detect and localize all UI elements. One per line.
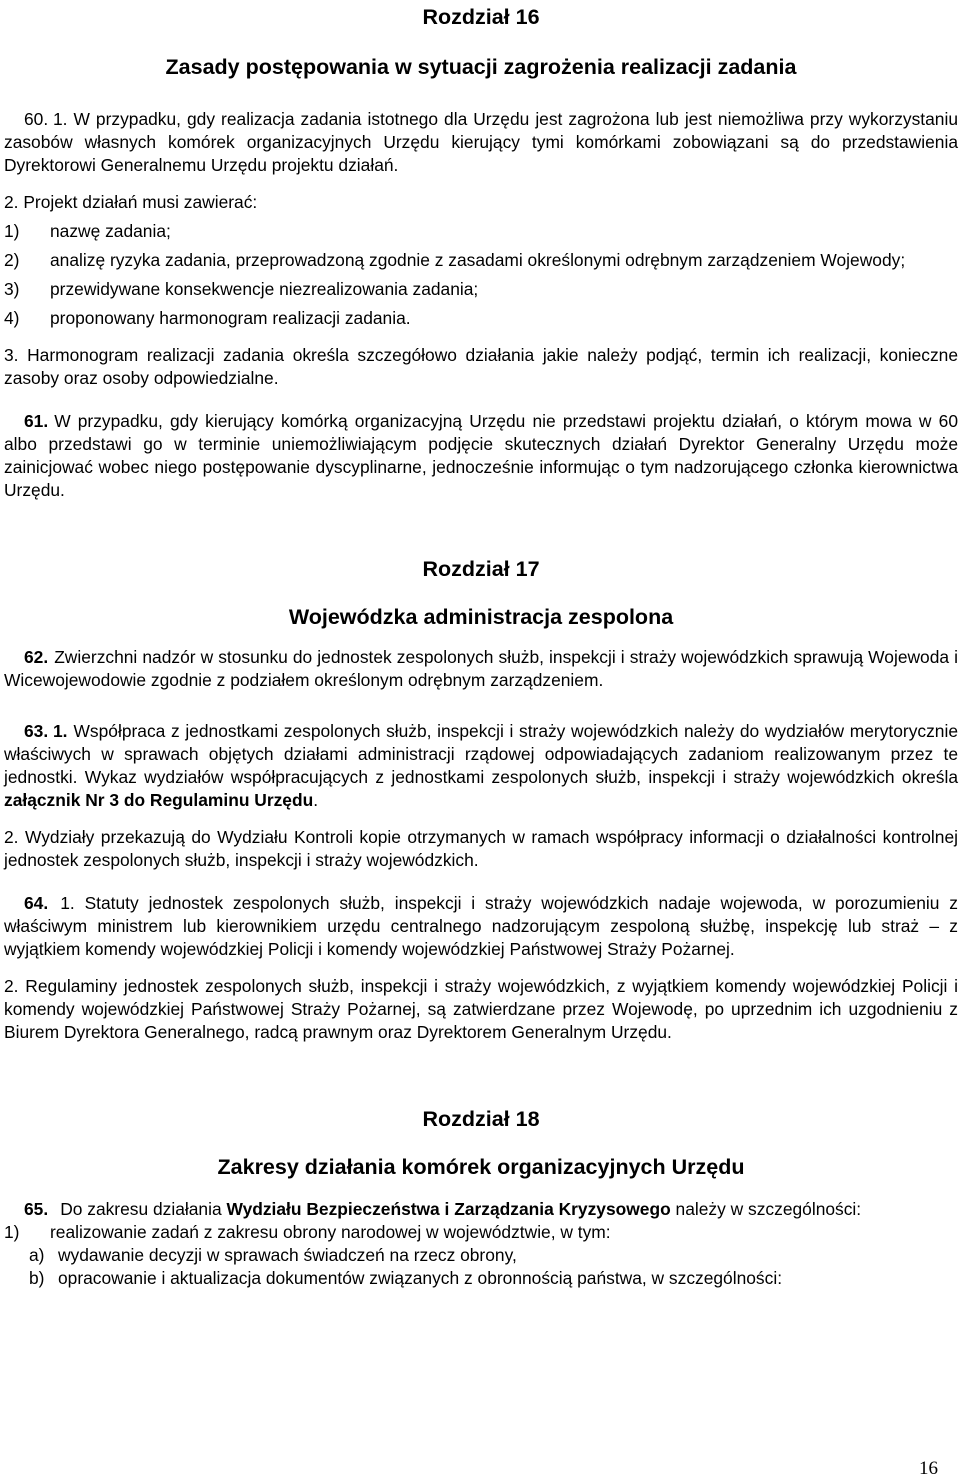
section-63-para-1-end: . (313, 790, 319, 810)
list-item-letter: b) (29, 1268, 45, 1288)
section-60-para-1 (4, 108, 958, 177)
chapter-16-title: Rozdział 16 (422, 5, 540, 29)
section-65-number: 65. (24, 1199, 49, 1219)
chapter-18-subtitle: Zakresy działania komórek organizacyjnych Urzędu (217, 1155, 745, 1179)
list-item-text: analizę ryzyka zadania, przeprowadzoną zgodnie z zasadami określonymi odrębnym zarządzeniem Wojewody; (50, 250, 906, 270)
section-62 (4, 646, 958, 692)
chapter-16-subtitle: Zasady postępowania w sytuacji zagrożenia realizacji zadania (165, 55, 797, 79)
section-64-number: 64. (24, 893, 49, 913)
section-65-unit-name: Wydziału Bezpieczeństwa i Zarządzania Kryzysowego (226, 1199, 671, 1219)
section-65-tail: należy w szczególności: (675, 1199, 862, 1219)
section-60-para-3: 3. Harmonogram realizacji zadania określa szczegółowo działania jakie należy podjąć, termin ich realizacji, konieczne zasoby oraz osoby odpowiedzialne. (4, 345, 958, 388)
list-item-text: opracowanie i aktualizacja dokumentów związanych z obronnością państwa, w szczególności: (58, 1268, 783, 1288)
section-60-para-2: 2. Projekt działań musi zawierać: (4, 192, 258, 212)
list-item (4, 307, 958, 330)
list-item-number: 3) (4, 279, 20, 299)
list-item-number: 4) (4, 308, 20, 328)
section-60-number: 60. 1. (24, 109, 68, 129)
section-62-number: 62. (24, 647, 49, 667)
list-item (4, 220, 958, 243)
section-65 (4, 1198, 958, 1221)
section-61 (4, 410, 958, 502)
list-item (4, 278, 958, 301)
section-61-number: 61. (24, 411, 49, 431)
section-60-para-1-text: W przypadku, gdy realizacja zadania istotnego dla Urzędu jest zagrożona lub jest niemożliwa przy wykorzystaniu zasobów własnych komórek organizacyjnych Urzędu kierujący tymi komórkami zobowiązani są do przedstawienia Dyrektorowi Generalnemu Urzędu projektu działań. (4, 109, 958, 175)
section-60-list (4, 220, 958, 330)
list-item-text: realizowanie zadań z zakresu obrony narodowej w województwie, w tym: (50, 1222, 611, 1242)
section-63-attachment-ref: załącznik Nr 3 do Regulaminu Urzędu (4, 790, 314, 810)
section-63-para-2: 2. Wydziały przekazują do Wydziału Kontroli kopie otrzymanych w ramach współpracy informacji o działalności kontrolnej jednostek zespolonych służb, inspekcji i straży wojewódzkich. (4, 827, 958, 870)
section-61-text: W przypadku, gdy kierujący komórką organizacyjną Urzędu nie przedstawi projektu działań, o którym mowa w 60 albo przedstawi go w terminie uniemożliwiającym podjęcie skutecznych działań Dyrektor Generalny Urzędu może zainicjować wobec niego postępowanie dyscyplinarne, jednocześnie informując o tym nadzorującego członka kierownictwa Urzędu. (4, 411, 958, 500)
list-item-number: 1) (4, 221, 20, 241)
section-65-list (4, 1221, 958, 1244)
list-item-number: 2) (4, 250, 20, 270)
list-item-text: przewidywane konsekwencje niezrealizowania zadania; (50, 279, 479, 299)
list-item (4, 1267, 958, 1290)
section-64-para-1-text: 1. Statuty jednostek zespolonych służb, inspekcji i straży wojewódzkich nadaje wojewoda, w porozumieniu z właściwym ministrem lub kierownikiem urzędu centralnego nadzorującym zespoloną służbę, inspekcję lub straż – z wyjątkiem komendy wojewódzkiej Policji i komendy wojewódzkiej Państwowej Straży Pożarnej. (4, 893, 958, 959)
list-item (4, 1244, 958, 1267)
section-65-lead: Do zakresu działania (60, 1199, 222, 1219)
list-item (4, 1221, 958, 1244)
list-item-text: proponowany harmonogram realizacji zadania. (50, 308, 411, 328)
chapter-18-title: Rozdział 18 (422, 1107, 540, 1131)
list-item-text: wydawanie decyzji w sprawach świadczeń na rzecz obrony, (58, 1245, 517, 1265)
section-64-para-2: 2. Regulaminy jednostek zespolonych służb, inspekcji i straży wojewódzkich, z wyjątkiem komendy wojewódzkiej Policji i komendy wojewódzkiej Państwowej Straży Pożarnej, są zatwierdzane przez Wojewodę, po uprzednim ich uzgodnieniu z Biurem Dyrektora Generalnego, radcą prawnym oraz Dyrektorem Generalnym Urzędu. (4, 976, 958, 1042)
section-63-para-1 (4, 720, 958, 812)
chapter-17-title: Rozdział 17 (422, 557, 540, 581)
document-page (4, 0, 958, 1290)
chapter-17-subtitle: Wojewódzka administracja zespolona (288, 605, 674, 629)
section-63-number: 63. 1. (24, 721, 68, 741)
list-item-letter: a) (29, 1245, 45, 1265)
list-item-text: nazwę zadania; (50, 221, 171, 241)
page-number: 16 (919, 1458, 938, 1479)
list-item (4, 249, 958, 272)
section-65-sublist (4, 1244, 958, 1290)
section-63-para-1-text: Współpraca z jednostkami zespolonych służb, inspekcji i straży wojewódzkich należy do wydziałów merytorycznie właściwych w sprawach objętych działami administracji rządowej odpowiadających zadaniom realizowanym przez te jednostki. Wykaz wydziałów współpracujących z jednostkami zespolonych służb, inspekcji i straży wojewódzkich określa (4, 721, 958, 787)
section-62-text: Zwierzchni nadzór w stosunku do jednostek zespolonych służb, inspekcji i straży wojewódzkich sprawują Wojewoda i Wicewojewodowie zgodnie z podziałem określonym odrębnym zarządzeniem. (4, 647, 958, 690)
section-64-para-1 (4, 892, 958, 961)
list-item-number: 1) (4, 1222, 20, 1242)
